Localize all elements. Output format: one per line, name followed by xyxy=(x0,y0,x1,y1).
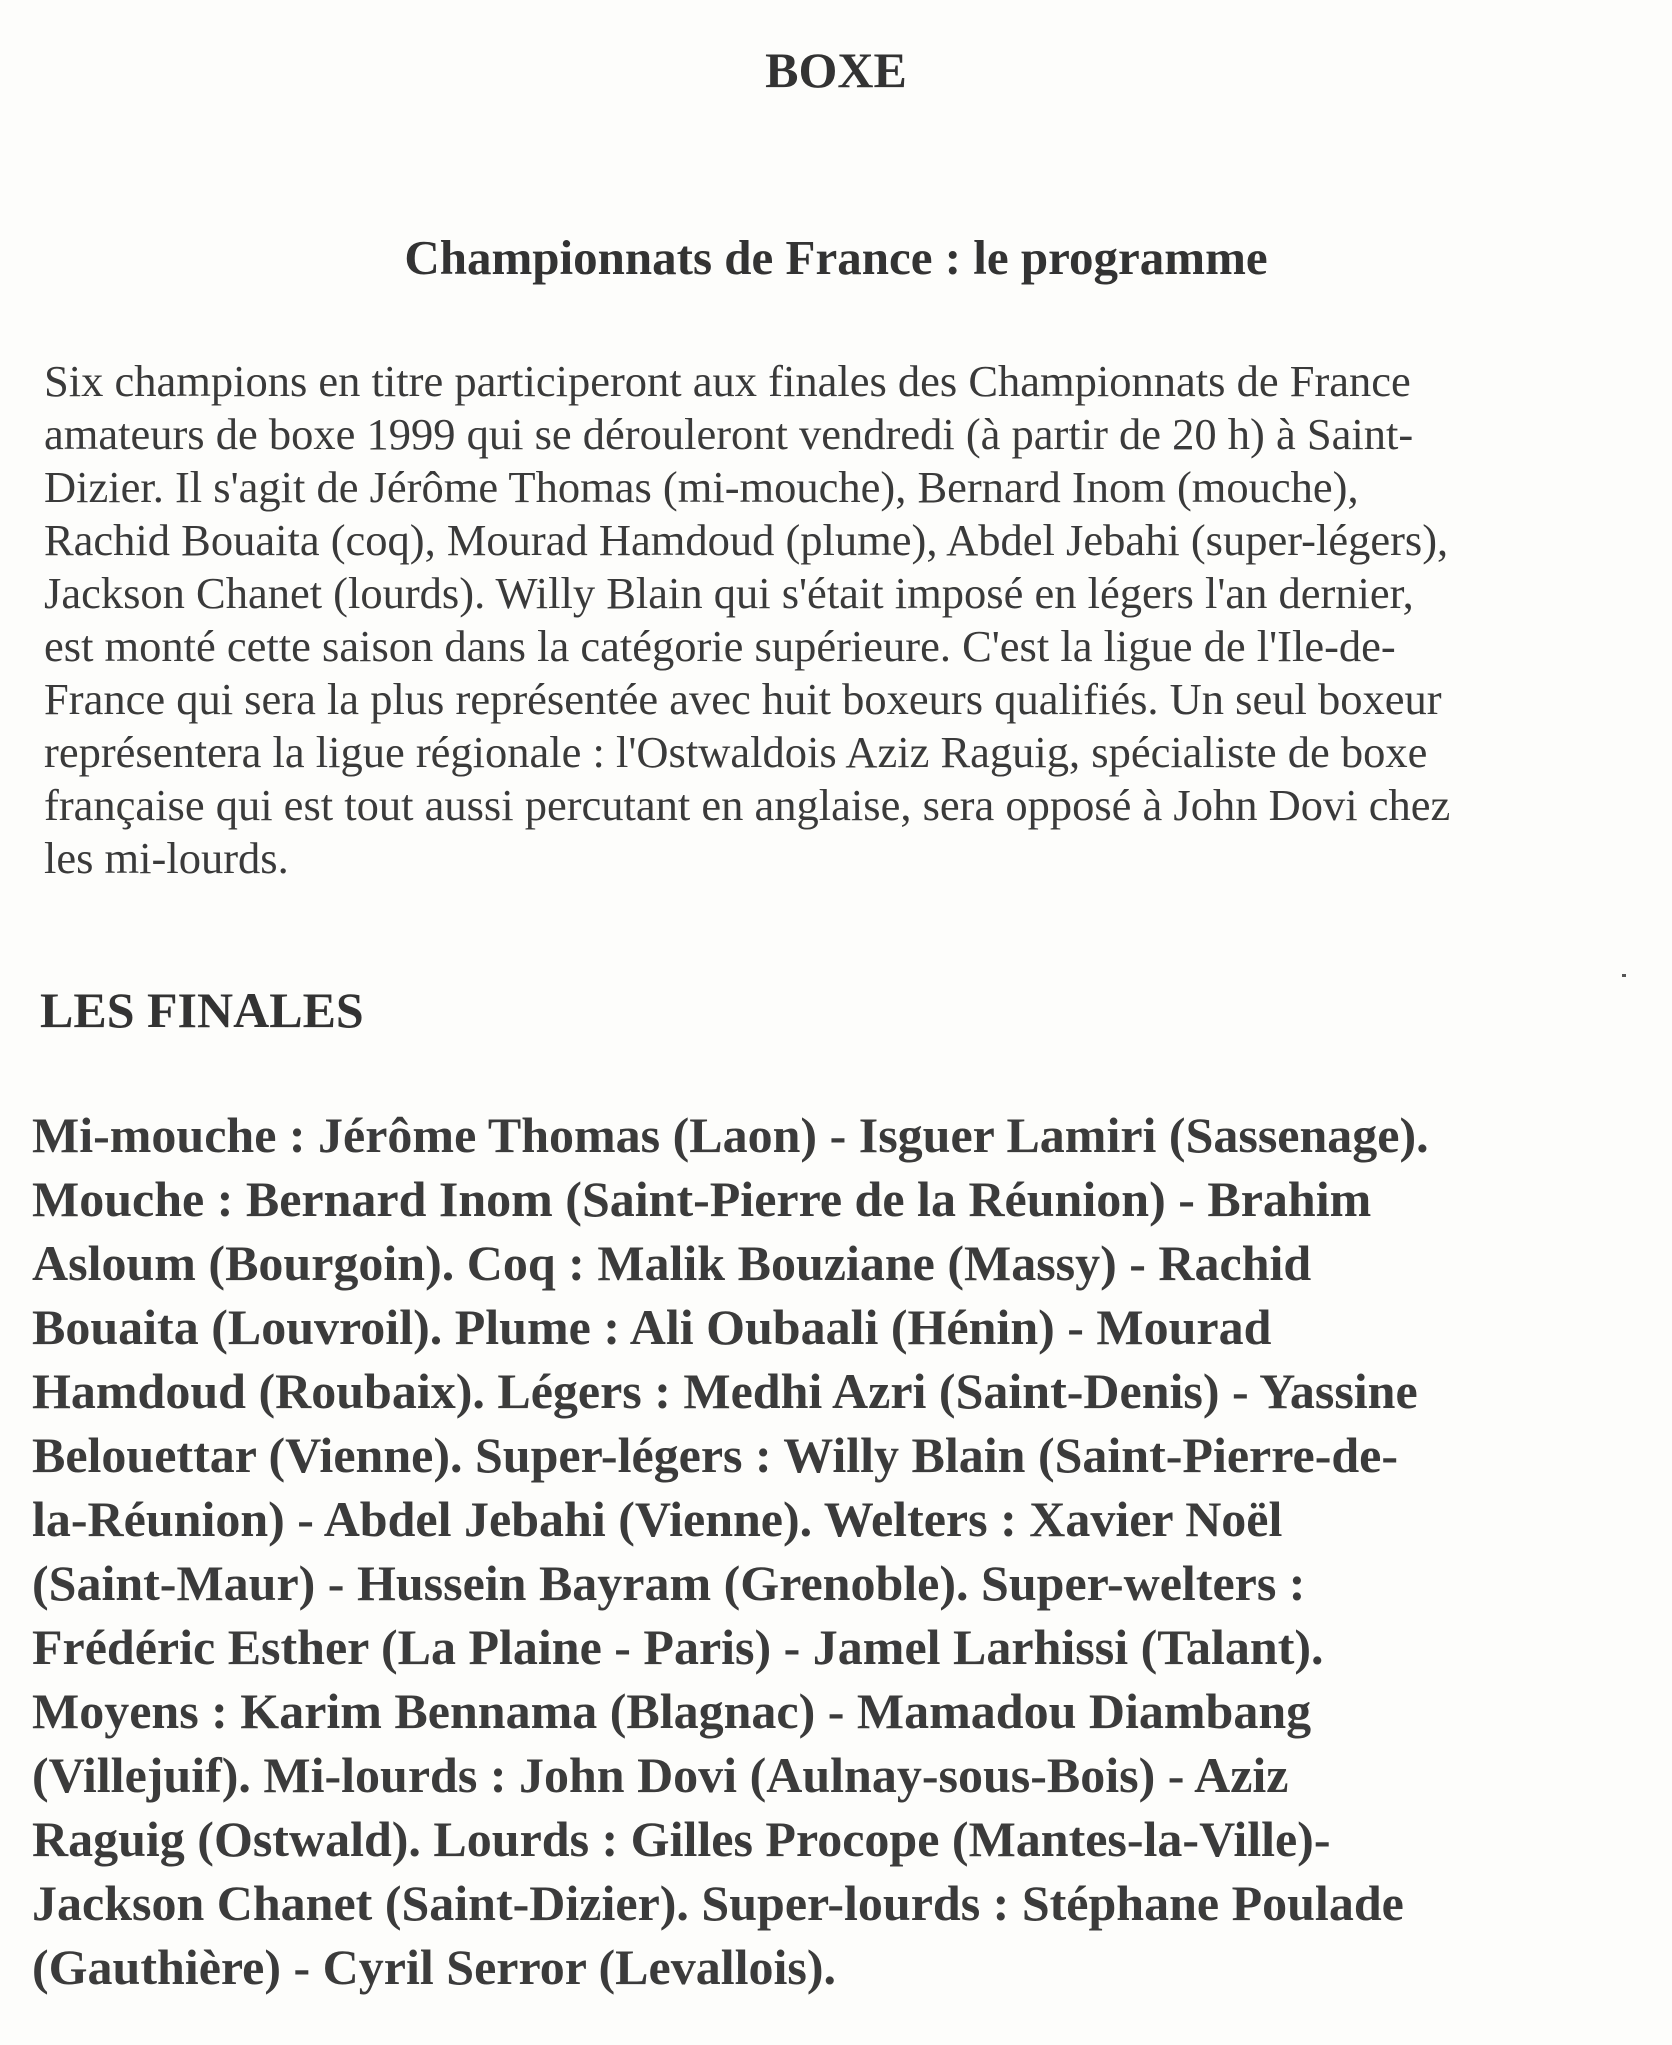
results-line: Mi-mouche : Jérôme Thomas (Laon) - Isguer Lamiri (Sassenage). xyxy=(32,1107,1429,1163)
intro-line: les mi-lourds. xyxy=(44,833,289,883)
intro-line: Jackson Chanet (lourds). Willy Blain qui s'était imposé en légers l'an dernier, xyxy=(44,568,1414,618)
results-line: Jackson Chanet (Saint-Dizier). Super-lourds : Stéphane Poulade xyxy=(32,1875,1404,1931)
intro-line: française qui est tout aussi percutant en anglaise, sera opposé à John Dovi chez xyxy=(44,780,1451,830)
results-line: la-Réunion) - Abdel Jebahi (Vienne). Welters : Xavier Noël xyxy=(32,1491,1283,1547)
results-line: Mouche : Bernard Inom (Saint-Pierre de la Réunion) - Brahim xyxy=(32,1171,1372,1227)
intro-line: Rachid Bouaita (coq), Mourad Hamdoud (plume), Abdel Jebahi (super-légers), xyxy=(44,515,1449,565)
results-line: (Saint-Maur) - Hussein Bayram (Grenoble). Super-welters : xyxy=(32,1555,1306,1611)
results-line: Bouaita (Louvroil). Plume : Ali Oubaali (Hénin) - Mourad xyxy=(32,1299,1272,1355)
intro-line: France qui sera la plus représentée avec huit boxeurs qualifiés. Un seul boxeur xyxy=(44,674,1442,724)
results-line: Raguig (Ostwald). Lourds : Gilles Procope (Mantes-la-Ville)- xyxy=(32,1811,1331,1867)
intro-line: amateurs de boxe 1999 qui se dérouleront vendredi (à partir de 20 h) à Saint- xyxy=(44,409,1414,459)
results-line: (Gauthière) - Cyril Serror (Levallois). xyxy=(32,1939,837,1995)
intro-line: Six champions en titre participeront aux finales des Championnats de France xyxy=(44,356,1411,406)
results-line: Frédéric Esther (La Plaine - Paris) - Jamel Larhissi (Talant). xyxy=(32,1619,1324,1675)
results-line: Moyens : Karim Bennama (Blagnac) - Mamadou Diambang xyxy=(32,1683,1312,1739)
results-line: Belouettar (Vienne). Super-légers : Willy Blain (Saint-Pierre-de- xyxy=(32,1427,1399,1483)
results-line: Asloum (Bourgoin). Coq : Malik Bouziane (Massy) - Rachid xyxy=(32,1235,1312,1291)
intro-paragraph xyxy=(44,355,1644,885)
finals-heading: LES FINALES xyxy=(40,982,364,1038)
article-headline: Championnats de France : le programme xyxy=(404,230,1268,285)
results-line: (Villejuif). Mi-lourds : John Dovi (Aulnay-sous-Bois) - Aziz xyxy=(32,1747,1289,1803)
intro-line: est monté cette saison dans la catégorie supérieure. C'est la ligue de l'Ile-de- xyxy=(44,621,1396,671)
results-line: Hamdoud (Roubaix). Légers : Medhi Azri (Saint-Denis) - Yassine xyxy=(32,1363,1418,1419)
finals-results-paragraph xyxy=(32,1103,1642,1999)
section-title: BOXE xyxy=(765,42,907,98)
intro-line: représentera la ligue régionale : l'Ostwaldois Aziz Raguig, spécialiste de boxe xyxy=(44,727,1428,777)
scan-speck xyxy=(1622,974,1626,977)
intro-line: Dizier. Il s'agit de Jérôme Thomas (mi-mouche), Bernard Inom (mouche), xyxy=(44,462,1359,512)
